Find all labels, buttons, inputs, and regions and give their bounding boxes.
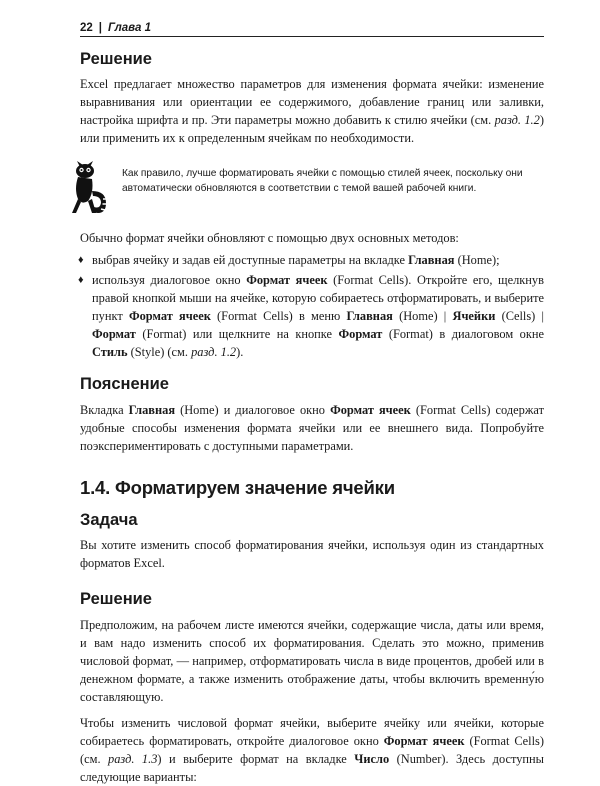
tip-text: Как правило, лучше форматировать ячейки с помощью стилей ячеек, поскольку они автоматически обновляются в соответствии с темой вашей рабочей книги. — [122, 168, 523, 194]
header-separator: | — [98, 22, 103, 34]
task-paragraph: Вы хотите изменить способ форматирования ячейки, используя один из стандартных форматов Excel. — [80, 538, 544, 570]
tip-note — [66, 161, 544, 217]
methods-intro: Обычно формат ячейки обновляют с помощью двух основных методов: — [80, 231, 459, 245]
solution-paragraph: Excel предлагает множество параметров для изменения формата ячейки: изменение выравнивания или ориентации ее содержимого, добавление границ или заливки, настройка шрифта и пр. Эти параметры можно добавить к стилю ячейки (см. разд. 1.2) или применить их к определенным ячейкам по необходимости. — [80, 77, 544, 145]
lemur-icon — [66, 161, 112, 217]
task-heading: Задача — [80, 511, 138, 529]
solution-heading: Решение — [80, 50, 152, 68]
chapter-title: Глава 1 — [108, 22, 151, 34]
diamond-bullet-icon: ♦ — [78, 274, 84, 286]
diamond-bullet-icon: ♦ — [78, 254, 84, 266]
explanation-heading: Пояснение — [80, 375, 169, 393]
running-header — [80, 22, 544, 37]
list-item: ♦ выбрав ячейку и задав ей доступные параметры на вкладке Главная (Home); — [78, 253, 500, 267]
explanation-paragraph: Вкладка Главная (Home) и диалоговое окно Формат ячеек (Format Cells) содержат удобные способы изменения формата ячейки или ее внешнего вида. Попробуйте поэкспериментировать с доступными параметрами. — [80, 403, 544, 453]
solution-heading-2: Решение — [80, 590, 152, 608]
section-title: 1.4. Форматируем значение ячейки — [80, 477, 395, 498]
page-number: 22 — [80, 22, 93, 34]
solution-paragraph-3: Чтобы изменить числовой формат ячейки, выберите ячейку или ячейки, которые собираетесь форматировать, откройте диалоговое окно Формат ячеек (Format Cells) (см. разд. 1.3) и выберите формат на вкладке Число (Number). Здесь доступны следующие варианты: — [80, 716, 544, 784]
list-item: ♦ используя диалоговое окно Формат ячеек (Format Cells). Откройте его, щелкнув правой кнопкой мыши на ячейке, которую собираетесь отформатировать, и выберите пункт Формат ячеек (Format Cells) в меню Главная (Home) | Ячейки (Cells) | Формат (Format) или щелкните на кнопке Формат (Format) в диалоговом окне Стиль (Style) (см. разд. 1.2). — [78, 273, 544, 359]
methods-list — [80, 251, 544, 361]
book-page — [80, 22, 544, 786]
solution-paragraph-2: Предположим, на рабочем листе имеются ячейки, содержащие числа, даты или время, и вам надо изменить способ их форматирования. Сделать это можно, применив числовой формат, — например, отформатировать числа в виде процентов, дробей или в денежном формате, а также изменить отображение даты, чтобы включить временну́ю составляющую. — [80, 618, 544, 704]
